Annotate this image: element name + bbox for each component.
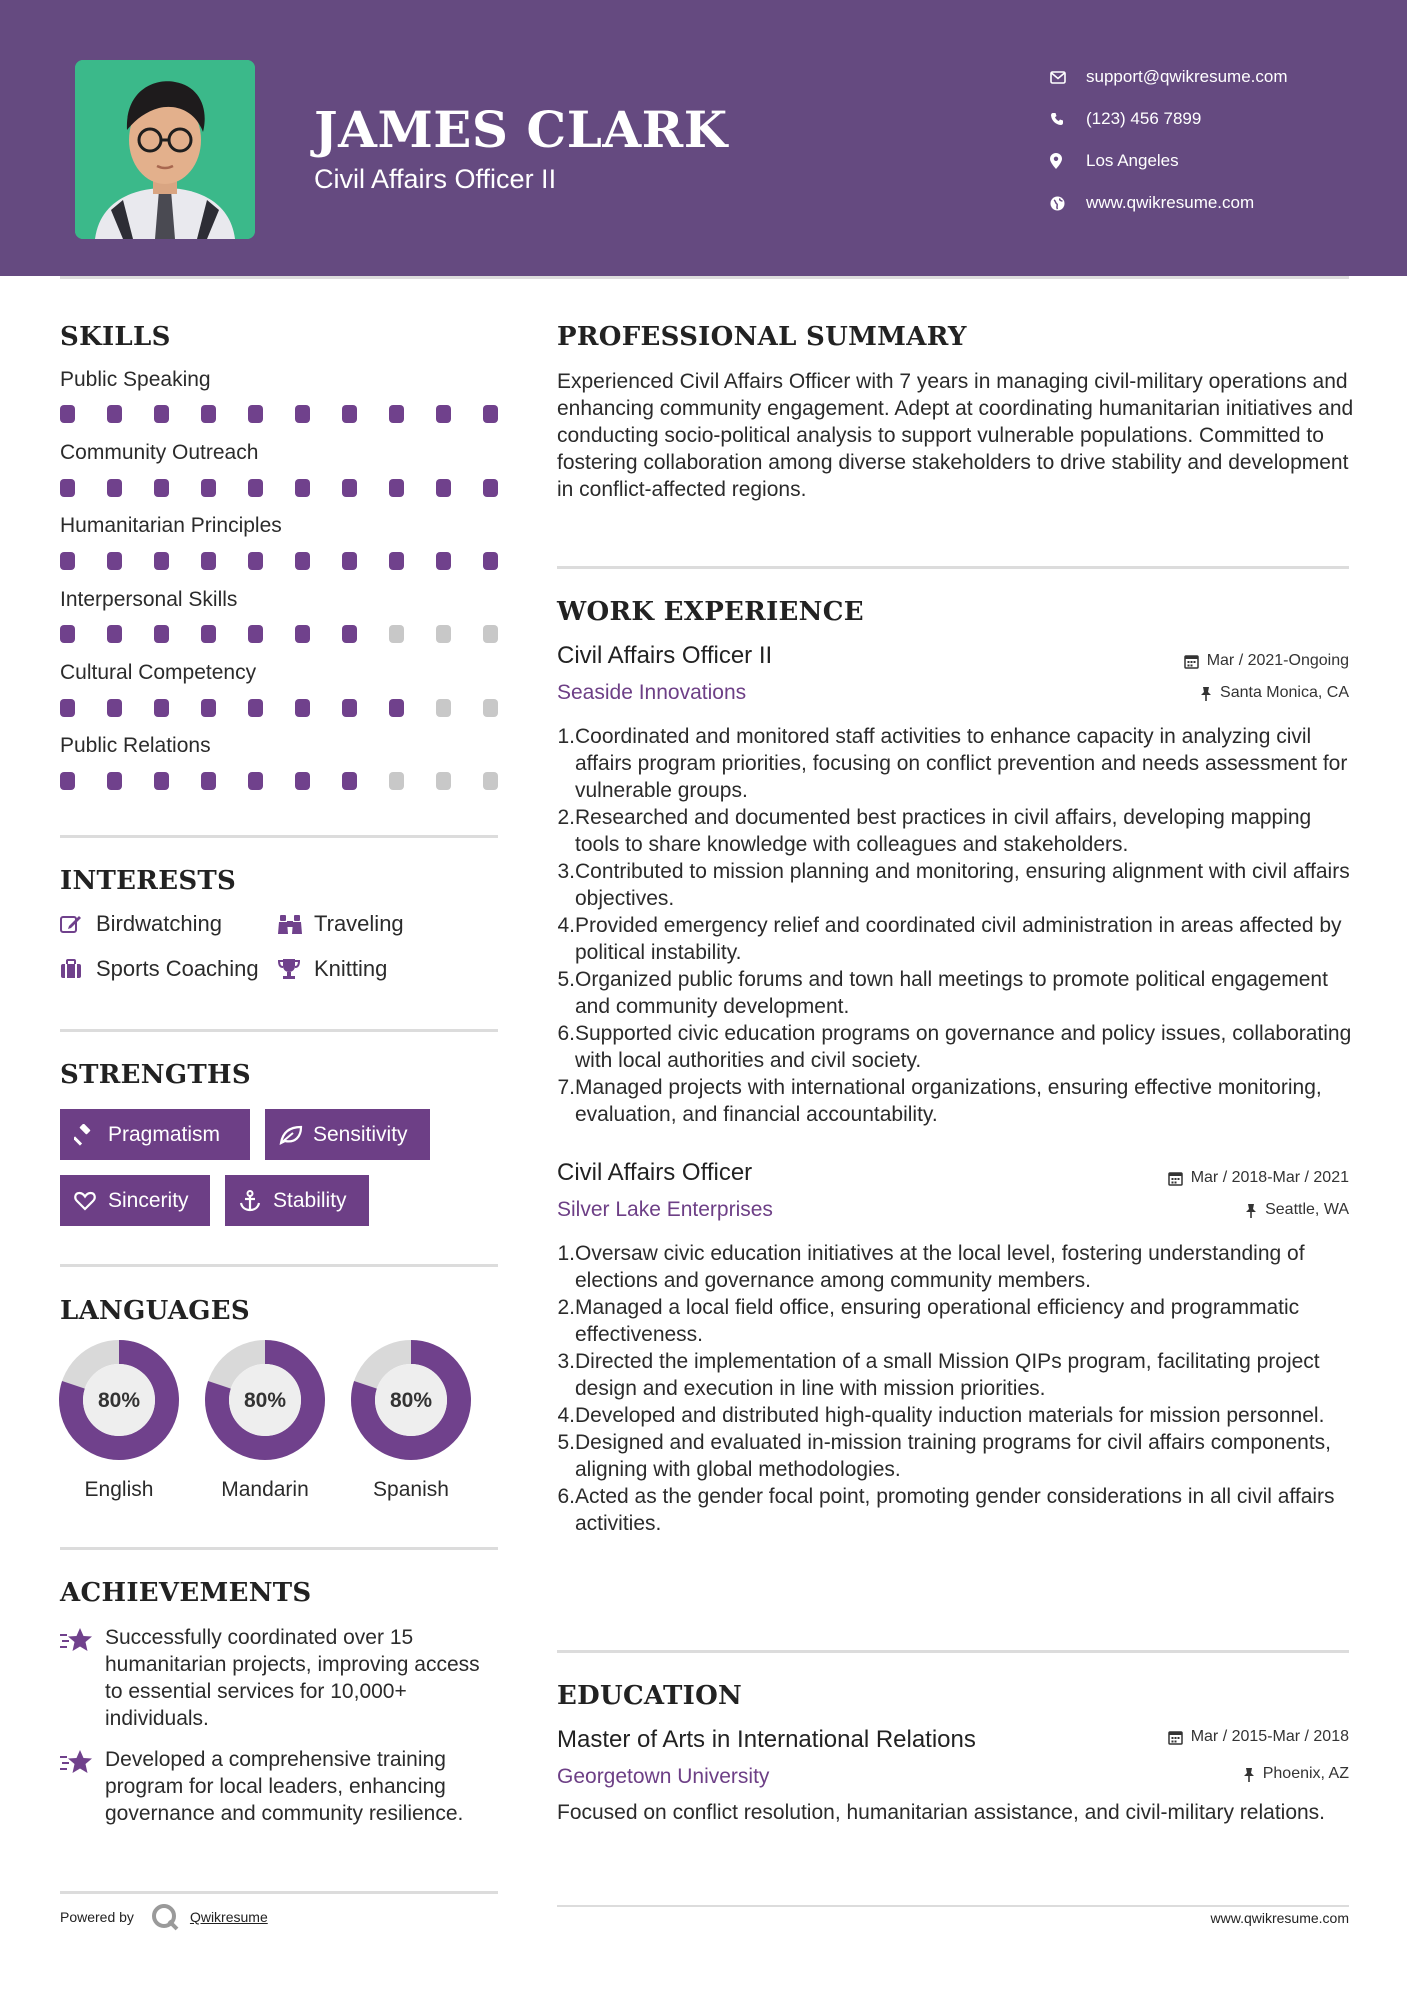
skill-dot-filled <box>389 699 404 717</box>
star-award-icon <box>60 1624 105 1732</box>
job-bullets <box>557 723 1357 1128</box>
achievement-text: Developed a comprehensive training program for local leaders, enhancing governance and community resilience. <box>105 1748 464 1825</box>
languages-title: LANGUAGES <box>60 1296 250 1326</box>
job-bullet: 4. Provided emergency relief and coordinated civil administration in areas affected by political instability. <box>557 914 1342 964</box>
language-percent: 80% <box>389 1389 433 1412</box>
skill-rating <box>60 405 498 425</box>
job-dates-text: Mar / 2018-Mar / 2021 <box>1190 1169 1349 1186</box>
job-company: Seaside Innovations <box>557 681 747 704</box>
powered-by <box>60 1902 268 1932</box>
skill-dot-filled <box>248 552 263 570</box>
education-degree: Master of Arts in International Relations <box>557 1726 976 1753</box>
job-bullet: 3. Contributed to mission planning and monitoring, ensuring alignment with civil affairs objectives. <box>557 860 1350 910</box>
pushpin-icon <box>1200 686 1212 701</box>
candidate-title: Civil Affairs Officer II <box>314 164 557 194</box>
strengths-title: STRENGTHS <box>60 1060 251 1090</box>
education-location-text: Phoenix, AZ <box>1262 1765 1349 1782</box>
language-progress-ring <box>204 1339 326 1461</box>
job-bullet: 3. Directed the implementation of a small Mission QIPs program, facilitating project design and execution in line with mission priorities. <box>557 1350 1320 1400</box>
skill-dot-empty <box>436 699 451 717</box>
skill-dot-filled <box>201 479 216 497</box>
contact-list <box>1050 56 1288 224</box>
strength-badge <box>60 1109 250 1160</box>
phone-icon <box>1050 112 1086 126</box>
skill-dot-filled <box>248 772 263 790</box>
leaf-icon <box>279 1125 313 1145</box>
strength-label: Stability <box>273 1188 347 1212</box>
skill-rating <box>60 552 498 572</box>
skills-divider <box>60 835 498 838</box>
interests-divider <box>60 1029 498 1032</box>
skill-dot-filled <box>436 552 451 570</box>
skill-dot-filled <box>295 405 310 423</box>
skill-dot-filled <box>201 625 216 643</box>
strength-label: Sensitivity <box>313 1122 408 1146</box>
interest-label: Sports Coaching <box>96 956 259 981</box>
job-bullet: 6. Supported civic education programs on governance and policy issues, collaborating with local authorities and civil society. <box>557 1022 1352 1072</box>
skill-dot-empty <box>436 772 451 790</box>
job-bullet: 7. Managed projects with international organizations, ensuring effective monitoring, evaluation, and financial accountability. <box>557 1076 1322 1126</box>
briefcase-icon <box>60 959 96 979</box>
language-progress-ring <box>350 1339 472 1461</box>
edit-icon <box>60 914 96 934</box>
summary-text: Experienced Civil Affairs Officer with 7 years in managing civil-military operations and enhancing community engagement. Adept at coordinating humanitarian initiatives and conducting socio-political analysis to support vulnerable populations. Committed to fostering collaboration among diverse stakeholders to drive stability and development in conflict-affected regions. <box>557 370 1354 501</box>
skill-dot-filled <box>342 552 357 570</box>
education-school: Georgetown University <box>557 1765 770 1788</box>
skill-dot-filled <box>154 625 169 643</box>
skill-dot-filled <box>107 479 122 497</box>
language-percent: 80% <box>243 1389 287 1412</box>
language-mandarin <box>204 1339 326 1502</box>
skill-dot-filled <box>107 772 122 790</box>
language-progress-ring <box>58 1339 180 1461</box>
skill-dot-filled <box>483 479 498 497</box>
summary-title: PROFESSIONAL SUMMARY <box>557 322 967 352</box>
achievement-item <box>60 1624 500 1732</box>
language-english <box>58 1339 180 1502</box>
skill-dot-filled <box>201 772 216 790</box>
skill-dot-filled <box>295 699 310 717</box>
skill-name: Public Relations <box>60 734 211 757</box>
skill-name: Public Speaking <box>60 368 211 391</box>
language-name: Spanish <box>373 1478 449 1501</box>
contact-location <box>1050 140 1288 182</box>
job-location <box>1245 1201 1349 1219</box>
pushpin-icon <box>1245 1203 1257 1218</box>
header-divider <box>60 276 1349 279</box>
skill-dot-filled <box>342 405 357 423</box>
skill-dot-filled <box>107 405 122 423</box>
anchor-icon <box>239 1190 273 1212</box>
job-bullet: 6. Acted as the gender focal point, promoting gender considerations in all civil affairs activities. <box>557 1485 1335 1535</box>
skill-dot-filled <box>295 479 310 497</box>
candidate-name: JAMES CLARK <box>314 100 728 159</box>
job-bullet: 1. Coordinated and monitored staff activities to enhance capacity in analyzing civil affairs program priorities, focusing on conflict prevention and needs assessment for vulnerable groups. <box>557 725 1348 802</box>
skill-dot-filled <box>154 479 169 497</box>
strength-badge <box>265 1109 430 1160</box>
contact-website[interactable] <box>1050 182 1288 224</box>
skill-dot-empty <box>483 772 498 790</box>
binoculars-icon <box>278 913 314 935</box>
skill-dot-filled <box>201 405 216 423</box>
job-bullet: 2. Researched and documented best practices in civil affairs, developing mapping tools to share knowledge with colleagues and stakeholders. <box>557 806 1312 856</box>
skill-dot-filled <box>342 772 357 790</box>
job-location-text: Seattle, WA <box>1265 1201 1349 1218</box>
interest-item <box>60 911 222 937</box>
job-dates-text: Mar / 2021-Ongoing <box>1206 652 1349 669</box>
skill-dot-filled <box>60 625 75 643</box>
skill-dot-empty <box>436 625 451 643</box>
header-banner <box>0 0 1407 276</box>
powered-by-label: Powered by <box>60 1909 134 1925</box>
qwikresume-link[interactable]: Qwikresume <box>189 1909 268 1925</box>
interest-label: Birdwatching <box>96 911 222 936</box>
skill-dot-filled <box>60 552 75 570</box>
interest-label: Knitting <box>314 956 388 981</box>
skill-dot-filled <box>389 479 404 497</box>
job-company: Silver Lake Enterprises <box>557 1198 773 1221</box>
skill-dot-filled <box>342 479 357 497</box>
skill-dot-empty <box>389 772 404 790</box>
skill-dot-filled <box>389 405 404 423</box>
skill-dot-filled <box>201 552 216 570</box>
skill-rating <box>60 625 498 645</box>
skill-dot-filled <box>436 479 451 497</box>
calendar-icon <box>1168 1730 1183 1745</box>
job-location <box>1200 684 1349 702</box>
skill-rating <box>60 479 498 499</box>
education-dates <box>1168 1728 1349 1746</box>
job-location-text: Santa Monica, CA <box>1220 684 1349 701</box>
achievements-title: ACHIEVEMENTS <box>60 1578 312 1608</box>
interests-title: INTERESTS <box>60 866 237 896</box>
trophy-icon <box>278 958 314 980</box>
languages-divider <box>60 1547 498 1550</box>
star-award-icon <box>60 1746 105 1827</box>
skill-dot-filled <box>107 699 122 717</box>
location-pin-icon <box>1050 153 1086 169</box>
skill-dot-filled <box>248 479 263 497</box>
contact-phone-text: (123) 456 7899 <box>1086 109 1202 128</box>
interest-label: Traveling <box>314 911 404 936</box>
education-location <box>1243 1765 1349 1783</box>
job-dates <box>1168 1169 1349 1187</box>
skill-dot-filled <box>154 772 169 790</box>
language-name: English <box>84 1478 154 1501</box>
skill-dot-filled <box>295 625 310 643</box>
envelope-icon <box>1050 71 1086 84</box>
strength-label: Sincerity <box>108 1188 189 1212</box>
contact-location-text: Los Angeles <box>1086 151 1179 170</box>
job-bullet: 4. Developed and distributed high-quality induction materials for mission personnel. <box>557 1404 1325 1427</box>
skill-dot-filled <box>60 699 75 717</box>
job-dates <box>1184 652 1349 670</box>
pushpin-icon <box>1243 1767 1255 1782</box>
globe-icon <box>1050 196 1086 211</box>
experience-divider <box>557 1650 1349 1653</box>
strengths-divider <box>60 1264 498 1267</box>
skills-title: SKILLS <box>60 322 171 352</box>
job-bullet: 2. Managed a local field office, ensuring operational efficiency and programmatic effectiveness. <box>557 1296 1300 1346</box>
skill-name: Community Outreach <box>60 441 259 464</box>
interest-item <box>60 956 259 982</box>
contact-website-text: www.qwikresume.com <box>1086 193 1255 212</box>
avatar <box>75 60 255 239</box>
job-role: Civil Affairs Officer II <box>557 642 773 669</box>
skill-dot-filled <box>248 405 263 423</box>
skill-dot-filled <box>60 772 75 790</box>
footer-website[interactable]: www.qwikresume.com <box>1210 1910 1349 1926</box>
skill-rating <box>60 772 498 792</box>
summary-divider <box>557 566 1349 569</box>
achievements-divider <box>60 1891 498 1894</box>
skill-dot-empty <box>389 625 404 643</box>
skill-name: Cultural Competency <box>60 661 257 684</box>
education-title: EDUCATION <box>557 1681 743 1711</box>
skill-dot-filled <box>295 772 310 790</box>
language-name: Mandarin <box>221 1478 309 1501</box>
skill-dot-filled <box>60 479 75 497</box>
job-bullet: 5. Designed and evaluated in-mission training programs for civil affairs components, aligning with global methodologies. <box>557 1431 1331 1481</box>
job-bullet: 5. Organized public forums and town hall meetings to promote political engagement and community development. <box>557 968 1328 1018</box>
job-bullets <box>557 1240 1357 1537</box>
skill-dot-filled <box>154 405 169 423</box>
skill-dot-filled <box>201 699 216 717</box>
heart-icon <box>74 1191 108 1211</box>
strength-badge <box>60 1175 210 1226</box>
interest-item <box>278 911 404 937</box>
interest-item <box>278 956 387 982</box>
skill-dot-filled <box>154 552 169 570</box>
qwikresume-logo-icon <box>150 1902 180 1932</box>
skill-dot-filled <box>248 699 263 717</box>
footer-divider <box>557 1905 1349 1907</box>
skill-dot-filled <box>389 552 404 570</box>
achievement-item <box>60 1746 500 1827</box>
skill-dot-filled <box>483 552 498 570</box>
profile-photo <box>75 60 255 239</box>
job-role: Civil Affairs Officer <box>557 1159 753 1186</box>
skill-dot-filled <box>483 405 498 423</box>
skill-dot-empty <box>483 699 498 717</box>
achievement-text: Successfully coordinated over 15 humanitarian projects, improving access to essential services for 10,000+ individuals. <box>105 1626 480 1730</box>
skill-dot-filled <box>60 405 75 423</box>
strength-label: Pragmatism <box>108 1122 221 1146</box>
job-bullet: 1. Oversaw civic education initiatives at the local level, fostering understanding of elections and governance among community members. <box>557 1242 1305 1292</box>
skill-dot-filled <box>154 699 169 717</box>
contact-email-text: support@qwikresume.com <box>1086 67 1288 86</box>
strength-badge <box>225 1175 369 1226</box>
skill-dot-filled <box>248 625 263 643</box>
education-description: Focused on conflict resolution, humanitarian assistance, and civil-military relations. <box>557 1801 1326 1824</box>
skill-dot-filled <box>342 625 357 643</box>
experience-title: WORK EXPERIENCE <box>557 597 864 627</box>
calendar-icon <box>1168 1171 1183 1186</box>
skill-dot-empty <box>483 625 498 643</box>
skill-dot-filled <box>107 552 122 570</box>
contact-phone[interactable] <box>1050 98 1288 140</box>
education-dates-text: Mar / 2015-Mar / 2018 <box>1190 1728 1349 1745</box>
skill-dot-filled <box>342 699 357 717</box>
language-percent: 80% <box>97 1389 141 1412</box>
skill-dot-filled <box>107 625 122 643</box>
skill-dot-filled <box>436 405 451 423</box>
skill-dot-filled <box>295 552 310 570</box>
skill-name: Interpersonal Skills <box>60 588 238 611</box>
skill-rating <box>60 699 498 719</box>
contact-email[interactable] <box>1050 56 1288 98</box>
language-spanish <box>350 1339 472 1502</box>
calendar-icon <box>1184 654 1199 669</box>
skill-name: Humanitarian Principles <box>60 514 282 537</box>
gavel-icon <box>74 1124 108 1146</box>
